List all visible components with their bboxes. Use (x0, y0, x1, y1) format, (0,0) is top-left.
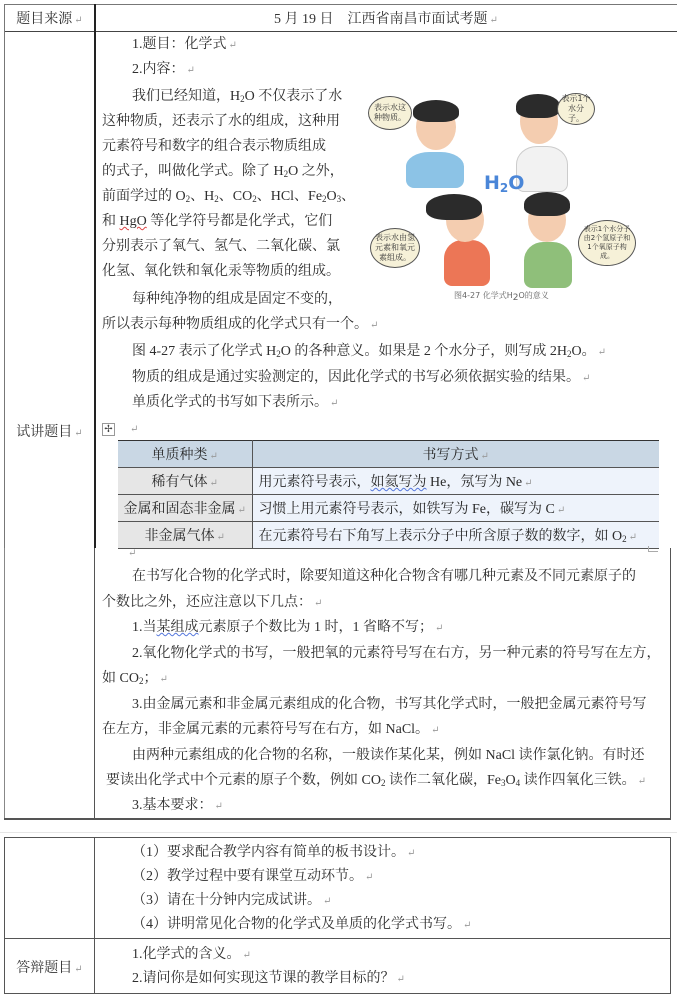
para1-line6: 和 HgO 等化学符号都是化学式，它们 (102, 214, 333, 229)
table-move-handle-icon[interactable]: ✢ (102, 423, 115, 436)
para5: 单质化学式的书写如下表所示。 ↵ (132, 395, 339, 410)
requirement-item: （2）教学过程中要有课堂互动环节。 ↵ (132, 869, 374, 884)
para4: 物质的组成是通过实验测定的，因此化学式的书写必须依据实验的结果。 ↵ (132, 370, 591, 385)
border-left-cont (4, 548, 5, 818)
rule3-line1: 3.由金属元素和非金属元素组成的化合物，书写其化学式时，一般把金属元素符号写 (132, 697, 647, 712)
border-col-section2 (94, 837, 95, 994)
h2o-illustration (364, 90, 631, 305)
border-top-section2 (4, 837, 671, 838)
table-row: 非金属气体 ↵ 在元素符号右下角写上表示分子中所含原子数的数字，如 $O_2$ ↵ (118, 522, 659, 549)
para1-line7: 分别表示了氧气、氢气、二氧化碳、氯 (102, 239, 340, 254)
para1-line1: 我们已经知道，$H_2O$ 不仅表示了水 (132, 89, 343, 104)
para2-line2: 所以表示每种物质组成的化学式只有一个。 ↵ (102, 317, 379, 332)
speech-bubble-2: 表示1个水分子。 (557, 93, 595, 125)
paragraph-mark: ↵ (128, 548, 137, 559)
border-left (4, 4, 5, 548)
para6-line2: 个数比之外，还应注意以下几点： ↵ (102, 595, 323, 610)
requirement-item: （3）请在十分钟内完成试讲。 ↵ (132, 893, 332, 908)
defense-label: 答辩题目 ↵ (16, 961, 83, 976)
border-col-divider (94, 4, 96, 548)
speech-bubble-4: 表示1个水分子由2个氢原子和1个氧原子构成。 (578, 220, 636, 266)
para1-line4: 的式子，叫做化学式。除了 $H_2O$ 之外， (102, 164, 344, 179)
border-defense-top (4, 938, 671, 939)
kid-hair (516, 94, 560, 118)
header-type: 单质种类 ↵ (118, 441, 252, 468)
speech-bubble-1: 表示水这种物质。 (368, 96, 412, 130)
para3: 图 4-27 表示了化学式 $H_2O$ 的各种意义。如果是 2 个水分子，则写成 $2H_2O$。 ↵ (132, 344, 607, 359)
border-bottom (4, 993, 671, 994)
requirement-item: （4）讲明常见化合物的化学式及单质的化学式书写。 ↵ (132, 917, 472, 932)
para2-line1: 每种纯净物的组成是固定不变的， (132, 292, 342, 307)
page-corner-mark (648, 546, 658, 552)
kid-hair (426, 194, 482, 220)
defense-question: 2.请问你是如何实现这节课的教学目标的？ ↵ (132, 971, 405, 986)
para1-line3: 元素符号和数字的组合表示物质组成 (102, 139, 326, 154)
header-method: 书写方式 ↵ (252, 441, 659, 468)
kid-orange-shirt (444, 240, 490, 286)
topic-line: 1.题目：化学式 ↵ (132, 37, 237, 52)
content-label: 2.内容： ↵ (132, 62, 195, 77)
source-value: 5 月 19 日 江西省南昌市面试考题 ↵ (274, 12, 498, 27)
rule2-line1: 2.氧化物化学式的书写，一般把氧的元素符号写在右方，另一种元素的符号写在左方， (132, 646, 661, 661)
para1-line2: 这种物质，还表示了水的组成，这种用 (102, 114, 340, 129)
h2o-formula: $H_2O$ (484, 172, 525, 195)
rule2-line2: 如 $CO_2$； ↵ (102, 671, 168, 686)
para7-line2: 要读出化学式中个元素的原子个数，例如 $CO_2$ 读作二氧化碳，$Fe_3O_4$ 读作四氧化三铁。 ↵ (106, 773, 646, 788)
page-break (0, 832, 677, 833)
speech-bubble-3: 表示水由氢元素和氧元素组成。 (370, 228, 420, 268)
border-right-cont (670, 548, 671, 818)
requirements-label: 3.基本要求： ↵ (132, 798, 223, 813)
elements-table (118, 440, 659, 549)
para7-line1: 由两种元素组成的化合物的名称，一般读作某化某，例如 NaCl 读作氯化钠。有时还 (132, 748, 645, 763)
paragraph-mark: ↵ (130, 424, 139, 435)
kid-green-vest (524, 242, 572, 288)
border-right-section2 (670, 837, 671, 994)
para1-line5: 前面学过的 $O_2$、$H_2$、$CO_2$、HCl、$Fe_2O_3$、 (102, 189, 356, 204)
para1-line8: 化氢、氧化铁和氧化汞等物质的组成。 (102, 264, 340, 279)
kid-blue-shirt (406, 152, 464, 188)
source-label: 题目来源 ↵ (16, 12, 83, 27)
border-top (4, 4, 677, 5)
rule1: 1.当某组成元素原子个数比为 1 时，1 省略不写； ↵ (132, 620, 444, 635)
kid-hair (413, 100, 459, 122)
border-bottom-section1 (4, 818, 671, 820)
defense-question: 1.化学式的含义。 ↵ (132, 947, 251, 962)
lecture-label: 试讲题目 ↵ (16, 425, 83, 440)
table-header-row (118, 441, 659, 468)
figure-caption: 图4-27 化学式$H_2O$的意义 (454, 291, 549, 303)
para6-line1: 在书写化合物的化学式时，除要知道这种化合物含有哪几种元素及不同元素原子的 (132, 569, 636, 584)
kid-hair (524, 192, 570, 216)
table-row: 稀有气体 ↵ 用元素符号表示，如氦写为 He，氖写为 Ne ↵ (118, 468, 659, 495)
border-header-bottom (4, 31, 677, 32)
rule3-line2: 在左方，非金属元素的元素符号写在右方，如 NaCl。 ↵ (102, 722, 440, 737)
table-row: 金属和固态非金属 ↵ 习惯上用元素符号表示，如铁写为 Fe，碳写为 C ↵ (118, 495, 659, 522)
requirement-item: （1）要求配合教学内容有简单的板书设计。 ↵ (132, 845, 416, 860)
border-col-divider-cont (94, 548, 95, 818)
